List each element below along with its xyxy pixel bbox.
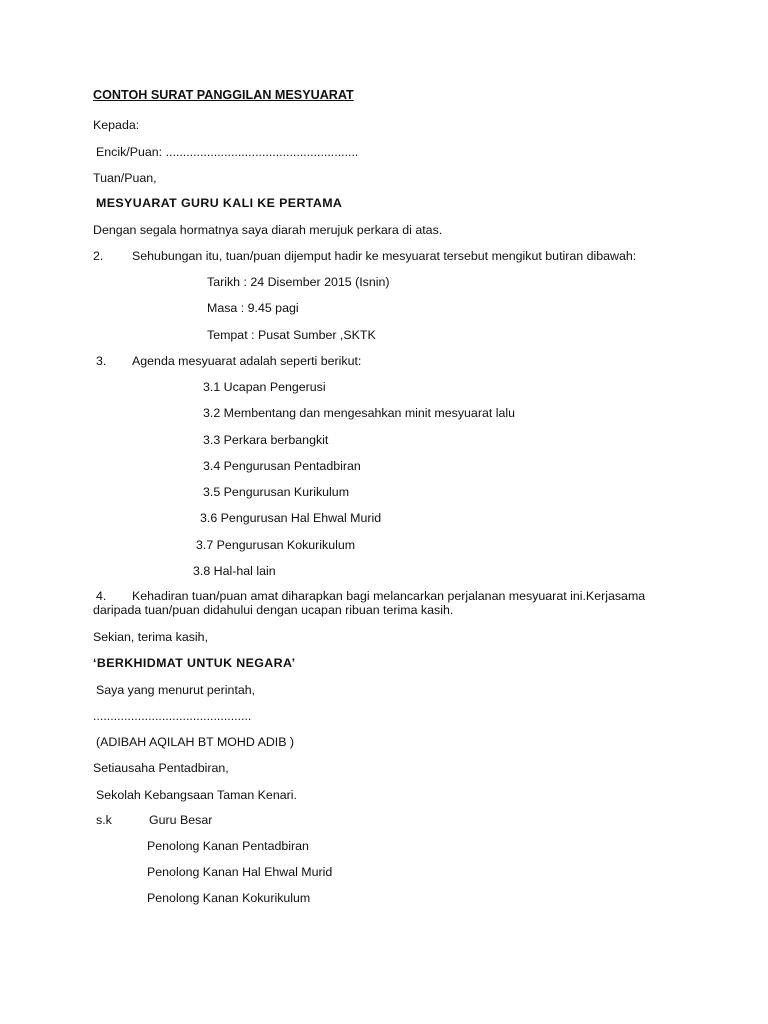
detail-venue: Tempat : Pusat Sumber ,SKTK xyxy=(207,328,376,342)
para2-text: Sehubungan itu, tuan/puan dijemput hadir ke mesyuarat tersebut mengikut butiran dibawah: xyxy=(132,249,637,263)
recipient-name-line: Encik/Puan: ........................................................ xyxy=(96,145,359,159)
school-name: Sekolah Kebangsaan Taman Kenari. xyxy=(96,788,297,802)
agenda-item: 3.7 Pengurusan Kokurikulum xyxy=(196,538,356,552)
closing-line: Sekian, terima kasih, xyxy=(93,630,209,644)
signoff-line: Saya yang menurut perintah, xyxy=(96,683,256,697)
cc-label: s.k xyxy=(96,813,112,827)
signer-name: (ADIBAH AQILAH BT MOHD ADIB ) xyxy=(96,735,295,749)
subject-heading: MESYUARAT GURU KALI KE PERTAMA xyxy=(96,196,343,210)
agenda-item: 3.8 Hal-hal lain xyxy=(193,564,276,578)
cc-recipient: Penolong Kanan Hal Ehwal Murid xyxy=(147,865,333,879)
detail-time: Masa : 9.45 pagi xyxy=(207,301,299,315)
agenda-item: 3.6 Pengurusan Hal Ehwal Murid xyxy=(200,511,382,525)
agenda-item: 3.3 Perkara berbangkit xyxy=(203,433,329,447)
cc-recipient: Penolong Kanan Kokurikulum xyxy=(147,891,311,905)
para3-text: Agenda mesyuarat adalah seperti berikut: xyxy=(132,354,362,368)
agenda-item: 3.4 Pengurusan Pentadbiran xyxy=(203,459,361,473)
para2-number: 2. xyxy=(93,249,104,263)
opening-paragraph: Dengan segala hormatnya saya diarah merujuk perkara di atas. xyxy=(93,223,443,237)
signature-line: .............................................. xyxy=(93,709,252,723)
cc-recipient: Guru Besar xyxy=(149,813,213,827)
letter-title: CONTOH SURAT PANGGILAN MESYUARAT xyxy=(93,88,354,102)
agenda-item: 3.2 Membentang dan mengesahkan minit mesyuarat lalu xyxy=(203,406,516,420)
para4-line1: Kehadiran tuan/puan amat diharapkan bagi melancarkan perjalanan mesyuarat ini.Kerjasama xyxy=(132,589,646,603)
signer-title: Setiausaha Pentadbiran, xyxy=(93,761,229,775)
salutation: Tuan/Puan, xyxy=(93,171,157,185)
cc-recipient: Penolong Kanan Pentadbiran xyxy=(147,839,309,853)
detail-date: Tarikh : 24 Disember 2015 (Isnin) xyxy=(207,275,390,289)
agenda-item: 3.1 Ucapan Pengerusi xyxy=(203,380,326,394)
para4-number: 4. xyxy=(96,589,107,603)
para4-line2: daripada tuan/puan didahului dengan ucapan ribuan terima kasih. xyxy=(93,603,454,617)
agenda-item: 3.5 Pengurusan Kurikulum xyxy=(203,485,350,499)
motto: ‘BERKHIDMAT UNTUK NEGARA’ xyxy=(93,656,296,670)
recipient-label: Kepada: xyxy=(93,118,140,132)
para3-number: 3. xyxy=(96,354,107,368)
